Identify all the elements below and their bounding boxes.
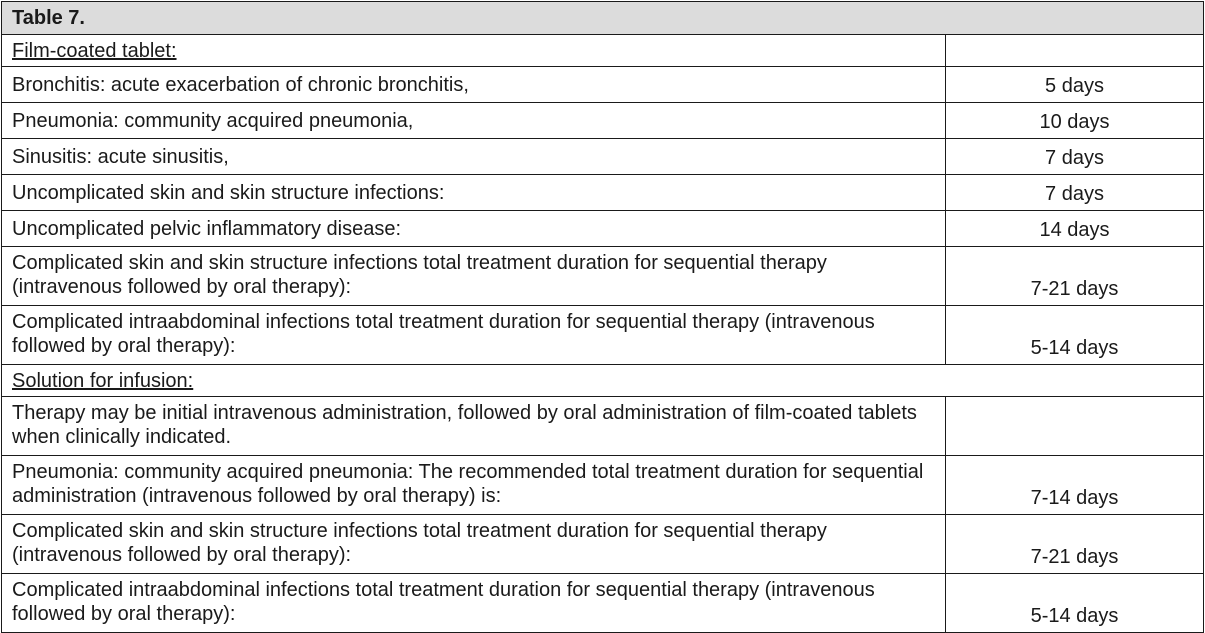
treatment-duration-table	[1, 1, 1204, 633]
indication-cell: Pneumonia: community acquired pneumonia: The recommended total treatment duration for sequential administration (intravenous followed by oral therapy) is:	[2, 456, 946, 515]
section-header	[2, 365, 1204, 397]
duration-cell: 7 days	[946, 139, 1204, 175]
duration-cell: 7-14 days	[946, 456, 1204, 515]
indication-cell: Complicated skin and skin structure infections total treatment duration for sequential therapy (intravenous followed by oral therapy):	[2, 515, 946, 574]
duration-cell: 7-21 days	[946, 515, 1204, 574]
indication-cell: Pneumonia: community acquired pneumonia,	[2, 103, 946, 139]
duration-cell: 14 days	[946, 211, 1204, 247]
section-header-label: Solution for infusion:	[12, 369, 194, 392]
section-header-label: Film-coated tablet:	[12, 39, 177, 62]
indication-cell: Uncomplicated pelvic inflammatory disease:	[2, 211, 946, 247]
table-row	[2, 175, 1204, 211]
table-row	[2, 247, 1204, 306]
table-row	[2, 103, 1204, 139]
duration-cell: 7-21 days	[946, 247, 1204, 306]
table-row	[2, 456, 1204, 515]
duration-cell: 5 days	[946, 67, 1204, 103]
indication-cell: Complicated skin and skin structure infections total treatment duration for sequential therapy (intravenous followed by oral therapy):	[2, 247, 946, 306]
table-row	[2, 67, 1204, 103]
section-header	[2, 35, 946, 67]
duration-cell	[946, 397, 1204, 456]
indication-cell: Complicated intraabdominal infections total treatment duration for sequential therapy (intravenous followed by oral therapy):	[2, 306, 946, 365]
table-row	[2, 306, 1204, 365]
indication-cell: Uncomplicated skin and skin structure infections:	[2, 175, 946, 211]
table-row	[2, 139, 1204, 175]
section-header-row	[2, 365, 1204, 397]
section-header-row	[2, 35, 1204, 67]
table-row	[2, 574, 1204, 633]
indication-cell: Complicated intraabdominal infections total treatment duration for sequential therapy (intravenous followed by oral therapy):	[2, 574, 946, 633]
indication-cell: Sinusitis: acute sinusitis,	[2, 139, 946, 175]
table-row	[2, 211, 1204, 247]
table-row	[2, 397, 1204, 456]
indication-cell: Therapy may be initial intravenous administration, followed by oral administration of film-coated tablets when clinically indicated.	[2, 397, 946, 456]
table-row	[2, 515, 1204, 574]
table-title-row	[2, 2, 1204, 35]
duration-cell: 7 days	[946, 175, 1204, 211]
section-header-empty-cell	[946, 35, 1204, 67]
indication-cell: Bronchitis: acute exacerbation of chronic bronchitis,	[2, 67, 946, 103]
duration-cell: 10 days	[946, 103, 1204, 139]
table-title: Table 7.	[2, 2, 1204, 35]
duration-cell: 5-14 days	[946, 306, 1204, 365]
duration-cell: 5-14 days	[946, 574, 1204, 633]
